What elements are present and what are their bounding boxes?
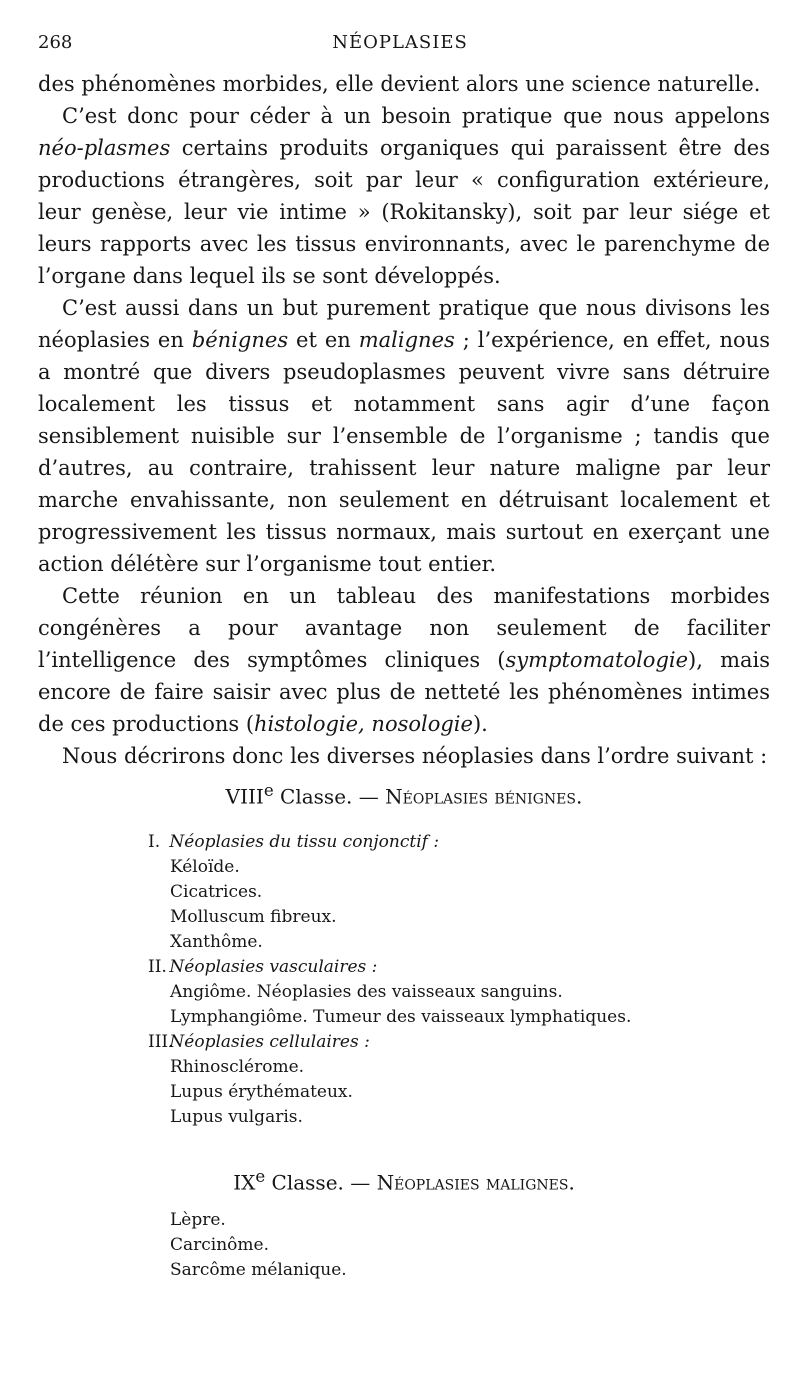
running-title: NÉOPLASIES	[332, 32, 468, 53]
paragraph	[38, 740, 770, 772]
class-name: Néoplasies bénignes.	[385, 784, 583, 809]
class-numeral: VIII	[225, 784, 264, 809]
group-title	[0, 955, 800, 980]
italic-term: symptomatologie	[505, 648, 689, 672]
text-run: C’est aussi dans un but purement pratique que nous divisons les néoplasies en	[38, 296, 770, 352]
group-number: III.	[148, 1032, 174, 1052]
paragraph	[38, 68, 770, 100]
group-number: I.	[148, 832, 161, 852]
class-group	[0, 1030, 800, 1130]
list-item: Molluscum fibreux.	[170, 907, 337, 927]
paragraph	[38, 100, 770, 292]
class-dash: —	[343, 1170, 377, 1195]
group-title	[0, 1030, 800, 1055]
class-group	[0, 830, 800, 955]
list-item: Lupus vulgaris.	[170, 1107, 303, 1127]
text-run: certains produits organiques qui paraissent être des productions étrangères, soit par leur « configuration extérieure, leur genèse, leur vie intime » (Rokitansky), soit par leur siége et leurs rapports avec les tissus environnants, avec le parenchyme de l’organe dans lequel ils se sont développés.	[38, 136, 770, 288]
group-title	[0, 830, 800, 855]
running-head	[38, 32, 762, 60]
list-item: Kéloïde.	[170, 857, 240, 877]
italic-term: bénignes	[191, 328, 289, 352]
list-item: Angiôme. Néoplasies des vaisseaux sanguins.	[170, 982, 563, 1002]
list-item: Lèpre.	[170, 1210, 226, 1230]
class-heading-benign	[38, 781, 770, 809]
malignant-list	[170, 1208, 347, 1283]
benign-group-list	[0, 830, 800, 1130]
class-name: Néoplasies malignes.	[376, 1170, 575, 1195]
text-run: Cette réunion en un tableau des manifestations morbides congénères a pour avantage non seulement de faciliter l’intelligence des symptômes cliniques (	[38, 584, 770, 672]
list-item: Cicatrices.	[170, 882, 263, 902]
text-run: Nous décrirons donc les diverses néoplasies dans l’ordre suivant :	[62, 744, 768, 768]
list-item: Xanthôme.	[170, 932, 263, 952]
text-run: des phénomènes morbides, elle devient alors une science naturelle.	[38, 72, 761, 96]
class-group	[0, 955, 800, 1030]
text-run: C’est donc pour céder à un besoin pratique que nous appelons	[62, 104, 770, 128]
text-run: ), mais encore de faire saisir avec plus de netteté les phénomènes intimes de ces productions (	[38, 648, 770, 736]
class-dash: —	[352, 784, 386, 809]
body-text	[38, 68, 770, 772]
italic-term: histologie, nosologie	[254, 712, 473, 736]
group-label: Néoplasies cellulaires :	[169, 1032, 370, 1052]
list-item: Sarcôme mélanique.	[170, 1260, 347, 1280]
list-item: Carcinôme.	[170, 1235, 269, 1255]
group-label: Néoplasies du tissu conjonctif :	[169, 832, 440, 852]
text-run: ; l’expérience, en effet, nous a montré que divers pseudoplasmes peuvent vivre sans détruire localement les tissus et notamment sans agir d’une façon sensiblement nuisible sur l’ensemble de l’organisme ; tandis que d’autres, au contraire, trahissent leur nature maligne par leur marche envahissante, non seulement en détruisant localement et progressivement les tissus normaux, mais surtout en exerçant une action délétère sur l’organisme tout entier.	[38, 328, 770, 576]
paragraph	[38, 580, 770, 740]
class-word: Classe.	[273, 784, 353, 809]
italic-term: néo-plasmes	[38, 136, 171, 160]
group-label: Néoplasies vasculaires :	[169, 957, 378, 977]
italic-term: malignes	[358, 328, 455, 352]
page-number: 268	[38, 32, 73, 53]
list-item: Lymphangiôme. Tumeur des vaisseaux lymphatiques.	[170, 1007, 632, 1027]
text-run: ).	[472, 712, 488, 736]
group-number: II.	[148, 957, 167, 977]
list-item: Lupus érythémateux.	[170, 1082, 353, 1102]
list-item: Rhinosclérome.	[170, 1057, 305, 1077]
paragraph	[38, 292, 770, 580]
class-numeral: IX	[233, 1170, 256, 1195]
class-heading-malignant	[38, 1167, 770, 1195]
class-word: Classe.	[265, 1170, 344, 1195]
text-run: et en	[288, 328, 359, 352]
class-superscript: e	[263, 781, 274, 800]
class-superscript: e	[255, 1167, 266, 1186]
